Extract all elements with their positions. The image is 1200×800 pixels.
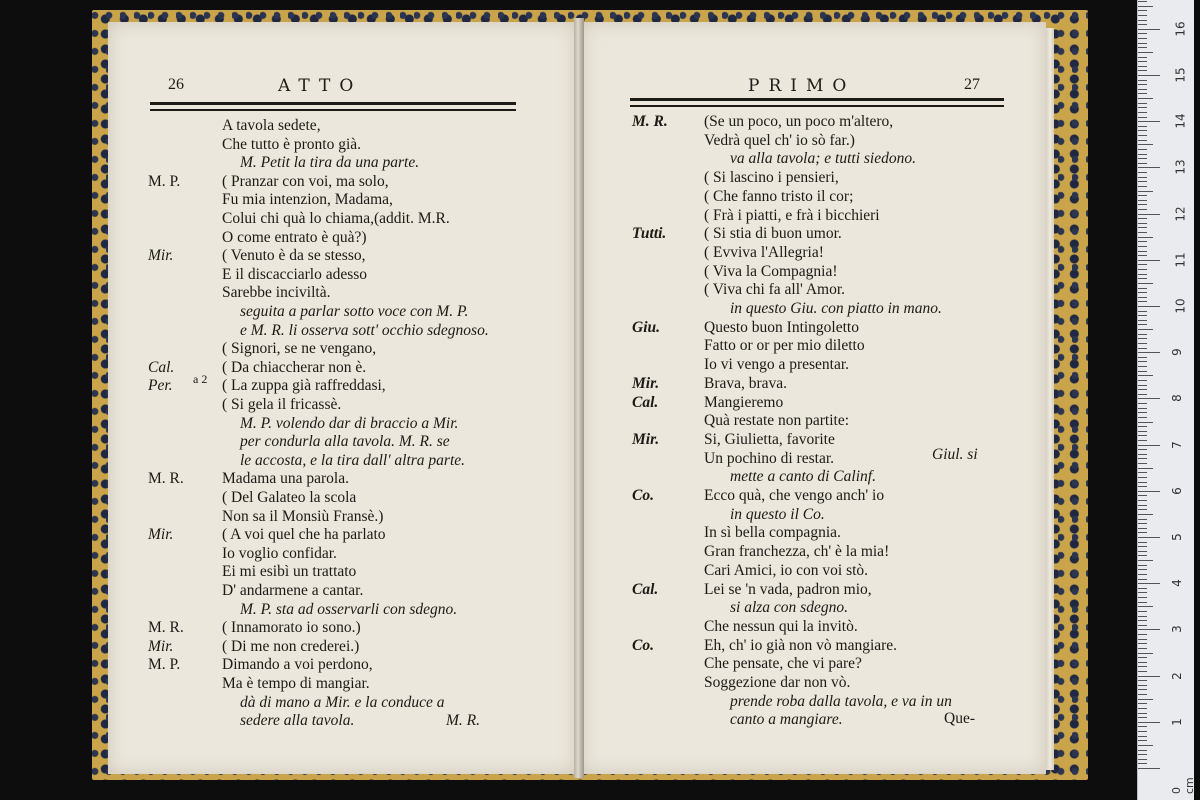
ruler-tick — [1138, 154, 1147, 155]
ruler-tick — [1138, 602, 1147, 603]
ruler-number: 15 — [1173, 67, 1188, 83]
ruler-tick — [1138, 620, 1147, 621]
ruler-tick — [1138, 1, 1147, 2]
ruler-tick — [1138, 167, 1160, 168]
verse-line: In sì bella compagnia. — [704, 524, 841, 542]
ruler-tick — [1138, 500, 1147, 501]
ruler-tick — [1138, 177, 1147, 178]
speaker-label: Mir. — [148, 637, 174, 655]
ruler-tick — [1138, 292, 1147, 293]
ruler-number: 9 — [1169, 348, 1184, 357]
ruler-tick — [1138, 283, 1153, 284]
ruler-tick — [1138, 181, 1147, 182]
ruler-tick — [1138, 694, 1147, 695]
ruler-tick — [1138, 680, 1147, 681]
ruler-tick — [1138, 731, 1147, 732]
verse-line: Fatto or or per mio diletto — [704, 337, 865, 355]
ruler-tick — [1138, 343, 1147, 344]
ruler-tick — [1138, 537, 1160, 538]
left-header-rule — [150, 102, 516, 111]
ruler-tick — [1138, 468, 1153, 469]
ruler-tick — [1138, 597, 1147, 598]
speaker-label: Tutti. — [632, 225, 667, 243]
verse-line: ( A voi quel che ha parlato — [222, 526, 386, 544]
ruler-tick — [1138, 592, 1147, 593]
verse-line: Che nessun qui la invitò. — [704, 617, 858, 635]
ruler-tick — [1138, 616, 1147, 617]
ruler-tick — [1138, 10, 1147, 11]
ruler-number: 8 — [1169, 394, 1184, 403]
ruler-tick — [1138, 435, 1147, 436]
speaker-label: Co. — [632, 487, 654, 504]
ruler-tick — [1138, 703, 1147, 704]
ruler-tick — [1138, 301, 1147, 302]
ruler-tick — [1138, 689, 1147, 690]
verse-line: ( Di me non crederei.) — [222, 637, 360, 655]
right-catchword: Que- — [944, 710, 975, 727]
ruler-tick — [1138, 643, 1147, 644]
ruler-tick — [1138, 274, 1147, 275]
ruler-tick — [1138, 29, 1160, 30]
verse-line: ( Si lascino i pensieri, — [704, 169, 839, 187]
ruler-tick — [1138, 422, 1153, 423]
ruler-tick — [1138, 523, 1147, 524]
verse-line: Ecco quà, che vengo anch' io — [704, 487, 885, 504]
ruler-number: 13 — [1173, 159, 1188, 176]
ruler-tick — [1138, 112, 1147, 113]
ruler-number: 1 — [1169, 717, 1184, 726]
book-gutter — [574, 18, 584, 778]
ruler-tick — [1138, 560, 1153, 561]
ruler-tick — [1138, 449, 1147, 450]
verse-line: Che tutto è pronto già. — [222, 135, 362, 153]
verse-line: Gran franchezza, ch' è la mia! — [704, 543, 890, 561]
right-page-number: 27 — [964, 76, 980, 93]
ruler-tick — [1138, 431, 1147, 432]
verse-line: ( Signori, se ne vengano, — [222, 340, 377, 358]
stage-direction: in questo il Co. — [730, 505, 825, 523]
verse-line: Sarebbe inciviltà. — [222, 284, 331, 302]
ruler-tick — [1138, 528, 1147, 529]
ruler-tick — [1138, 477, 1147, 478]
verse-line: ( Da chiaccherar non è. — [222, 358, 367, 376]
verse-line: Lei se 'n vada, padron mio, — [704, 580, 872, 598]
verse-line: Si, Giulietta, favorite — [704, 430, 835, 448]
ruler-tick — [1138, 519, 1147, 520]
ruler-tick — [1138, 357, 1147, 358]
ruler-tick — [1138, 158, 1147, 159]
verse-line: O come entrato è quà?) — [222, 228, 367, 246]
ruler-tick — [1138, 495, 1147, 496]
left-catchword: M. R. — [446, 712, 481, 729]
verse-line: Ma è tempo di mangiar. — [222, 675, 370, 692]
stage-direction: mette a canto di Calinf. — [730, 468, 876, 486]
speaker-label: M. R. — [148, 470, 184, 488]
ruler-tick — [1138, 200, 1147, 201]
stage-direction: dà di mano a Mir. e la conduce a — [240, 693, 445, 711]
ruler-tick — [1138, 385, 1147, 386]
ruler-tick — [1138, 629, 1160, 630]
ruler-tick — [1138, 126, 1147, 127]
ruler-tick — [1138, 657, 1147, 658]
ruler-tick — [1138, 713, 1147, 714]
ruler-tick — [1138, 754, 1147, 755]
ruler-tick — [1138, 472, 1147, 473]
ruler-tick — [1138, 232, 1147, 233]
ruler-number: 14 — [1173, 113, 1188, 129]
ruler-tick — [1138, 574, 1147, 575]
ruler-tick — [1138, 685, 1147, 686]
verse-line: Cari Amici, io con voi stò. — [704, 561, 869, 579]
speaker-label: M. R. — [632, 113, 668, 130]
ruler-tick — [1138, 445, 1160, 446]
ruler-number: 3 — [1169, 625, 1184, 634]
ruler-tick — [1138, 583, 1160, 584]
stage-direction: le accosta, e la tira dall' altra parte. — [240, 451, 466, 469]
ruler-tick — [1138, 107, 1147, 108]
ruler-tick — [1138, 334, 1147, 335]
ruler-tick — [1138, 380, 1147, 381]
ruler-tick — [1138, 204, 1147, 205]
ruler-tick — [1138, 440, 1147, 441]
verse-line: ( Frà i piatti, e frà i bicchieri — [704, 206, 880, 224]
ruler-tick — [1138, 140, 1147, 141]
ruler-tick — [1138, 546, 1147, 547]
speaker-label: Mir. — [632, 374, 660, 392]
a-due-mark: a 2 — [193, 372, 208, 386]
speaker-label: Giu. — [632, 318, 660, 336]
ruler-tick — [1138, 463, 1147, 464]
verse-line: Soggezione dar non vò. — [704, 674, 851, 691]
ruler-tick — [1138, 348, 1147, 349]
verse-line: Eh, ch' io già non vò mangiare. — [704, 636, 898, 654]
stage-direction: per condurla alla tavola. M. R. se — [240, 433, 450, 451]
ruler-tick — [1138, 89, 1147, 90]
ruler-tick — [1138, 214, 1160, 215]
ruler-tick — [1138, 375, 1153, 376]
ruler-tick — [1138, 389, 1147, 390]
ruler-number: 2 — [1169, 671, 1184, 680]
ruler-tick — [1138, 163, 1147, 164]
ruler-tick — [1138, 606, 1153, 607]
ruler-tick — [1138, 75, 1160, 76]
ruler-tick — [1138, 662, 1147, 663]
ruler-tick — [1138, 117, 1147, 118]
ruler-tick — [1138, 297, 1147, 298]
ruler-tick — [1138, 514, 1153, 515]
ruler-tick — [1138, 403, 1147, 404]
ruler-unit-label: 0 cm — [1170, 777, 1196, 794]
verse-line: ( Del Galateo la scola — [222, 489, 357, 506]
left-running-head: ATTO — [278, 76, 363, 96]
ruler-tick — [1138, 306, 1160, 307]
stage-direction: sedere alla tavola. — [240, 712, 355, 730]
stage-direction: M. P. volendo dar di braccio a Mir. — [240, 414, 459, 432]
ruler-tick — [1138, 555, 1147, 556]
verse-line: ( Si stia di buon umor. — [704, 225, 842, 243]
ruler-tick — [1138, 454, 1147, 455]
ruler-tick — [1138, 509, 1147, 510]
stage-direction: M. Petit la tira da una parte. — [240, 154, 420, 172]
ruler-tick — [1138, 763, 1147, 764]
speaker-label: Cal. — [148, 358, 175, 376]
stage-direction: e M. R. li osserva sott' occhio sdegnoso. — [240, 321, 489, 339]
speaker-label: M. P. — [148, 172, 181, 190]
ruler-tick — [1138, 759, 1147, 760]
ruler-tick — [1138, 93, 1147, 94]
verse-line: ( Evviva l'Allegria! — [704, 243, 824, 261]
ruler-tick — [1138, 251, 1147, 252]
ruler-tick — [1138, 532, 1147, 533]
ruler-tick — [1138, 149, 1147, 150]
verse-line: Io voglio confidar. — [222, 544, 337, 562]
ruler-tick — [1138, 505, 1147, 506]
ruler-tick — [1138, 209, 1147, 210]
ruler-tick — [1138, 311, 1147, 312]
ruler-tick — [1138, 412, 1147, 413]
ruler-tick — [1138, 57, 1147, 58]
ruler-tick — [1138, 750, 1147, 751]
ruler-tick — [1138, 315, 1147, 316]
ruler-tick — [1138, 579, 1147, 580]
ruler-tick — [1138, 227, 1147, 228]
ruler-tick — [1138, 43, 1147, 44]
ruler-tick — [1138, 278, 1147, 279]
ruler-tick — [1138, 121, 1160, 122]
ruler-number: 7 — [1169, 440, 1184, 449]
ruler-tick — [1138, 80, 1147, 81]
verse-line: Brava, brava. — [704, 374, 788, 392]
verse-line: D' andarmene a cantar. — [222, 582, 364, 599]
verse-line: ( Innamorato io sono.) — [222, 619, 361, 637]
left-page-number: 26 — [168, 76, 184, 93]
ruler-tick — [1138, 191, 1153, 192]
ruler-number: 10 — [1173, 298, 1188, 314]
ruler-tick — [1138, 218, 1147, 219]
verse-line: ( Viva chi fa all' Amor. — [704, 281, 846, 299]
ruler-tick — [1138, 366, 1147, 367]
ruler-tick — [1138, 736, 1147, 737]
ruler-tick — [1138, 671, 1147, 672]
ruler-tick — [1138, 84, 1147, 85]
ruler-tick — [1138, 394, 1147, 395]
ruler-number: 12 — [1173, 205, 1188, 222]
ruler-tick — [1138, 486, 1147, 487]
right-running-head: PRIMO — [748, 76, 856, 96]
stage-direction: in questo Giu. con piatto in mano. — [730, 300, 942, 317]
ruler-tick — [1138, 398, 1160, 399]
ruler-number: 16 — [1173, 21, 1188, 37]
ruler-tick — [1138, 542, 1147, 543]
speaker-label: Cal. — [632, 580, 659, 598]
verse-line: Quà restate non partite: — [704, 412, 850, 430]
ruler-tick — [1138, 611, 1147, 612]
ruler-tick — [1138, 172, 1147, 173]
ruler-tick — [1138, 745, 1153, 746]
ruler-tick — [1138, 38, 1147, 39]
ruler-tick — [1138, 352, 1160, 353]
stage-direction: seguita a parlar sotto voce con M. P. — [240, 303, 469, 320]
ruler-tick — [1138, 588, 1147, 589]
ruler-tick — [1138, 361, 1147, 362]
ruler-tick — [1138, 676, 1160, 677]
verse-line: ( Venuto è da se stesso, — [222, 247, 366, 265]
ruler-tick — [1138, 135, 1147, 136]
ruler-tick — [1138, 70, 1147, 71]
ruler-tick — [1138, 717, 1147, 718]
ruler-tick — [1138, 699, 1153, 700]
ruler-tick — [1138, 288, 1147, 289]
right-header-rule — [630, 98, 1004, 107]
ruler-tick — [1138, 98, 1153, 99]
ruler-tick — [1138, 565, 1147, 566]
ruler-number: 11 — [1173, 252, 1188, 268]
ruler-tick — [1138, 33, 1147, 34]
ruler-tick — [1138, 6, 1153, 7]
ruler-tick — [1138, 269, 1147, 270]
ruler-tick — [1138, 482, 1147, 483]
ruler-tick — [1138, 103, 1147, 104]
verse-line: Questo buon Intingoletto — [704, 318, 859, 336]
speaker-label: M. P. — [148, 656, 181, 674]
ruler-tick — [1138, 255, 1147, 256]
ruler-tick — [1138, 426, 1147, 427]
verse-line: A tavola sedete, — [222, 117, 321, 134]
verse-line: ( Viva la Compagnia! — [704, 262, 838, 280]
verse-line: Mangieremo — [704, 393, 784, 411]
stage-direction: va alla tavola; e tutti siedono. — [730, 150, 916, 168]
ruler-tick — [1138, 708, 1147, 709]
ruler-tick — [1138, 264, 1147, 265]
verse-line: (Se un poco, un poco m'altero, — [704, 113, 894, 130]
measurement-ruler — [1137, 0, 1194, 800]
ruler-tick — [1138, 639, 1147, 640]
ruler-tick — [1138, 195, 1147, 196]
ruler-tick — [1138, 15, 1147, 16]
ruler-tick — [1138, 144, 1153, 145]
ruler-tick — [1138, 569, 1147, 570]
ruler-tick — [1138, 740, 1147, 741]
ruler-number: 6 — [1169, 486, 1184, 495]
ruler-tick — [1138, 24, 1147, 25]
speaker-label: Per. — [148, 377, 173, 395]
ruler-tick — [1138, 625, 1147, 626]
stage-direction: M. P. sta ad osservarli con sdegno. — [240, 600, 458, 618]
ruler-tick — [1138, 666, 1147, 667]
ruler-tick — [1138, 47, 1147, 48]
ruler-tick — [1138, 634, 1147, 635]
speaker-label: Cal. — [632, 393, 659, 411]
ruler-tick — [1138, 20, 1147, 21]
ruler-tick — [1138, 329, 1153, 330]
ruler-tick — [1138, 320, 1147, 321]
ruler-number: 4 — [1169, 579, 1184, 588]
verse-line: Vedrà quel ch' io sò far.) — [704, 131, 855, 149]
ruler-tick — [1138, 371, 1147, 372]
ruler-tick — [1138, 491, 1160, 492]
speaker-label: Co. — [632, 636, 654, 654]
ruler-tick — [1138, 130, 1147, 131]
verse-line: E il discacciarlo adesso — [222, 265, 368, 283]
ruler-tick — [1138, 458, 1147, 459]
ruler-tick — [1138, 186, 1147, 187]
stage-direction: si alza con sdegno. — [730, 599, 848, 617]
ruler-tick — [1138, 324, 1147, 325]
verse-line: Dimando a voi perdono, — [222, 656, 373, 674]
verse-line: Fu mia intenzion, Madama, — [222, 191, 393, 209]
ruler-tick — [1138, 241, 1147, 242]
verse-line: Colui chi quà lo chiama,(addit. M.R. — [222, 210, 450, 227]
verse-line: Io vi vengo a presentar. — [704, 356, 850, 374]
stage-direction: canto a mangiare. — [730, 711, 843, 729]
ruler-tick — [1138, 408, 1147, 409]
verse-line: Non sa il Monsiù Fransè.) — [222, 507, 384, 525]
verse-line: ( Si gela il fricassè. — [222, 396, 342, 413]
verse-line: Che pensate, che vi pare? — [704, 655, 862, 673]
ruler-tick — [1138, 722, 1160, 723]
verse-line: Madama una parola. — [222, 470, 349, 488]
ruler-tick — [1138, 648, 1147, 649]
stage-direction: prende roba dalla tavola, e va in un — [730, 692, 952, 710]
ruler-tick — [1138, 653, 1153, 654]
ruler-tick — [1138, 61, 1147, 62]
ruler-tick — [1138, 66, 1147, 67]
ruler-tick — [1138, 417, 1147, 418]
ruler-tick — [1138, 768, 1160, 769]
ruler-tick — [1138, 52, 1153, 53]
verse-line: ( La zuppa già raffreddasi, — [222, 377, 386, 395]
ruler-tick — [1138, 223, 1147, 224]
ruler-tick — [1138, 260, 1160, 261]
verse-line: ( Pranzar con voi, ma solo, — [222, 172, 389, 190]
ruler-tick — [1138, 338, 1147, 339]
speaker-label: M. R. — [148, 619, 184, 637]
verse-line: ( Che fanno tristo il cor; — [704, 187, 854, 205]
ruler-tick — [1138, 237, 1153, 238]
speaker-label: Mir. — [148, 526, 174, 544]
ruler-tick — [1138, 551, 1147, 552]
verse-line: Ei mi esibì un trattato — [222, 563, 357, 581]
ruler-tick — [1138, 246, 1147, 247]
ruler-number: 5 — [1169, 533, 1184, 541]
ruler-tick — [1138, 726, 1147, 727]
speaker-label: Mir. — [632, 430, 660, 448]
giul-note: Giul. si — [932, 446, 978, 463]
speaker-label: Mir. — [148, 247, 174, 265]
verse-line: Un pochino di restar. — [704, 449, 835, 467]
